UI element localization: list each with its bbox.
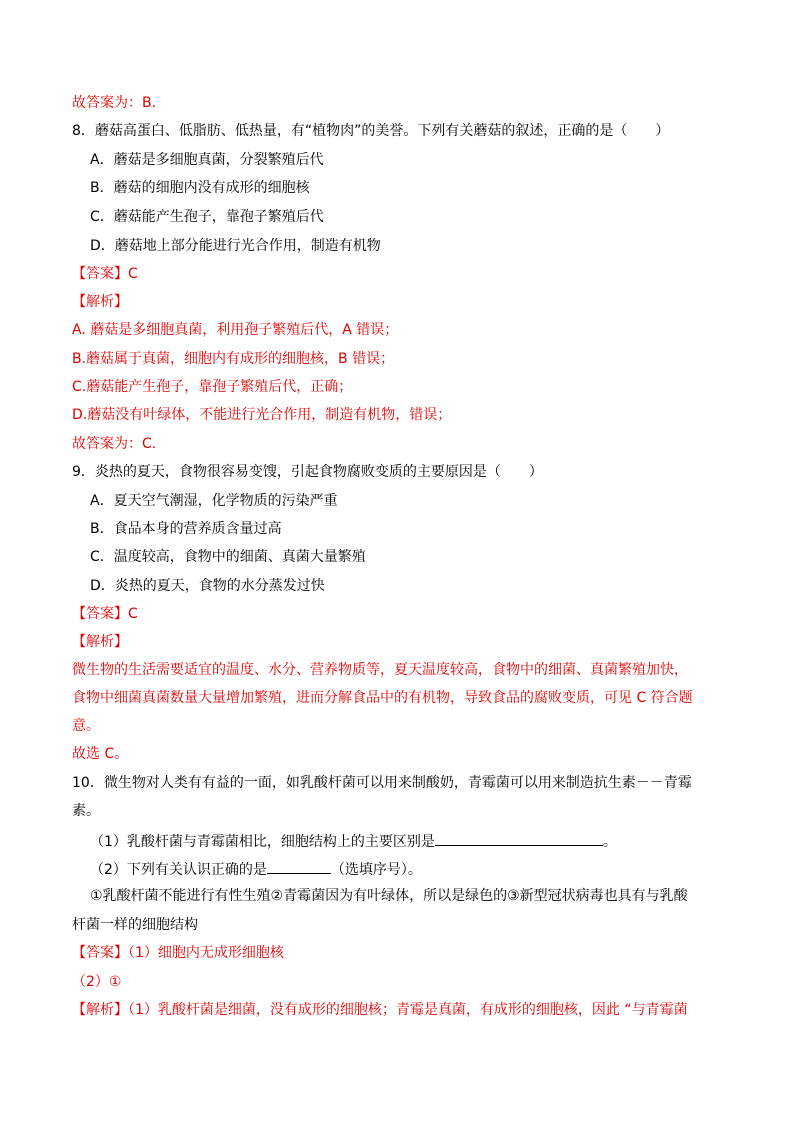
q10-stem-continued: 素。 bbox=[72, 803, 100, 819]
analysis-tag: 【解析】 bbox=[72, 1002, 128, 1018]
q8-analysis-line: D.蘑菇没有叶绿体，不能进行光合作用，制造有机物，错误； bbox=[72, 407, 452, 423]
q9-option-c: C．温度较高，食物中的细菌、真菌大量繁殖 bbox=[90, 549, 366, 565]
q9-option-b: B．食品本身的营养质含量过高 bbox=[90, 521, 282, 537]
q10-choices: ①乳酸杆菌不能进行有性生殖②青霉菌因为有叶绿体，所以是绿色的③新型冠状病毒也具有与乳酸 bbox=[90, 888, 688, 904]
q8-conclusion: 故答案为：C. bbox=[72, 436, 157, 452]
q8-option-b: B．蘑菇的细胞内没有成形的细胞核 bbox=[90, 180, 310, 196]
q10-choices-continued: 杆菌一样的细胞结构 bbox=[72, 917, 198, 933]
q9-analysis-line: 微生物的生活需要适宜的温度、水分、营养物质等，夏天温度较高，食物中的细菌、真菌繁殖加快， bbox=[72, 662, 688, 678]
q8-option-d: D．蘑菇地上部分能进行光合作用，制造有机物 bbox=[90, 238, 381, 254]
q10-subquestion-2 bbox=[90, 858, 422, 880]
answer-part-1: （1）细胞内无成形细胞核 bbox=[128, 945, 284, 961]
q9-analysis-line: 食物中细菌真菌数量大量增加繁殖，进而分解食品中的有机物，导致食品的腐败变质，可见 C 符合题 bbox=[72, 690, 693, 706]
answer-value: C bbox=[128, 606, 138, 622]
q8-answer bbox=[72, 264, 138, 284]
q8-option-c: C．蘑菇能产生孢子，靠孢子繁殖后代 bbox=[90, 209, 324, 225]
q9-analysis-line: 意。 bbox=[72, 718, 100, 734]
answer-blank-2 bbox=[267, 858, 331, 874]
sub2-text: （2）下列有关认识正确的是 bbox=[90, 862, 267, 878]
q10-answer bbox=[72, 943, 284, 963]
answer-blank-1 bbox=[435, 830, 603, 846]
q9-analysis-tag: 【解析】 bbox=[72, 634, 128, 650]
q8-option-a: A．蘑菇是多细胞真菌，分裂繁殖后代 bbox=[90, 152, 324, 168]
q9-answer bbox=[72, 604, 138, 624]
q8-stem: 8．蘑菇高蛋白、低脂肪、低热量，有“植物肉”的美誉。下列有关蘑菇的叙述，正确的是（ ） bbox=[72, 123, 670, 139]
q8-analysis-tag: 【解析】 bbox=[72, 294, 128, 310]
q9-conclusion: 故选 C。 bbox=[72, 746, 129, 762]
q8-analysis-line: A. 蘑菇是多细胞真菌，利用孢子繁殖后代，A 错误； bbox=[72, 322, 399, 338]
q10-stem: 10．微生物对人类有有益的一面，如乳酸杆菌可以用来制酸奶，青霉菌可以用来制造抗生素－－青霉 bbox=[72, 775, 692, 791]
q8-analysis-line: B.蘑菇属于真菌，细胞内有成形的细胞核，B 错误； bbox=[72, 351, 395, 367]
sub2-suffix: （选填序号）。 bbox=[330, 862, 422, 878]
q9-option-a: A．夏天空气潮湿，化学物质的污染严重 bbox=[90, 493, 338, 509]
q10-answer-part-2: （2）① bbox=[72, 974, 122, 990]
q7-conclusion: 故答案为：B. bbox=[72, 95, 157, 111]
q10-analysis bbox=[72, 1000, 688, 1020]
answer-tag: 【答案】 bbox=[72, 266, 128, 282]
answer-tag: 【答案】 bbox=[72, 945, 128, 961]
answer-value: C bbox=[128, 266, 138, 282]
q8-analysis-line: C.蘑菇能产生孢子，靠孢子繁殖后代，正确； bbox=[72, 379, 353, 395]
q9-option-d: D．炎热的夏天，食物的水分蒸发过快 bbox=[90, 578, 325, 594]
sub1-suffix: 。 bbox=[602, 834, 617, 850]
q10-subquestion-1 bbox=[90, 830, 617, 852]
sub1-text: （1）乳酸杆菌与青霉菌相比，细胞结构上的主要区别是 bbox=[90, 834, 435, 850]
analysis-line: （1）乳酸杆菌是细菌，没有成形的细胞核；青霉是真菌，有成形的细胞核，因此 “与青霉菌 bbox=[128, 1002, 688, 1018]
q9-stem: 9．炎热的夏天，食物很容易变馊，引起食物腐败变质的主要原因是（ ） bbox=[72, 464, 543, 480]
answer-tag: 【答案】 bbox=[72, 606, 128, 622]
